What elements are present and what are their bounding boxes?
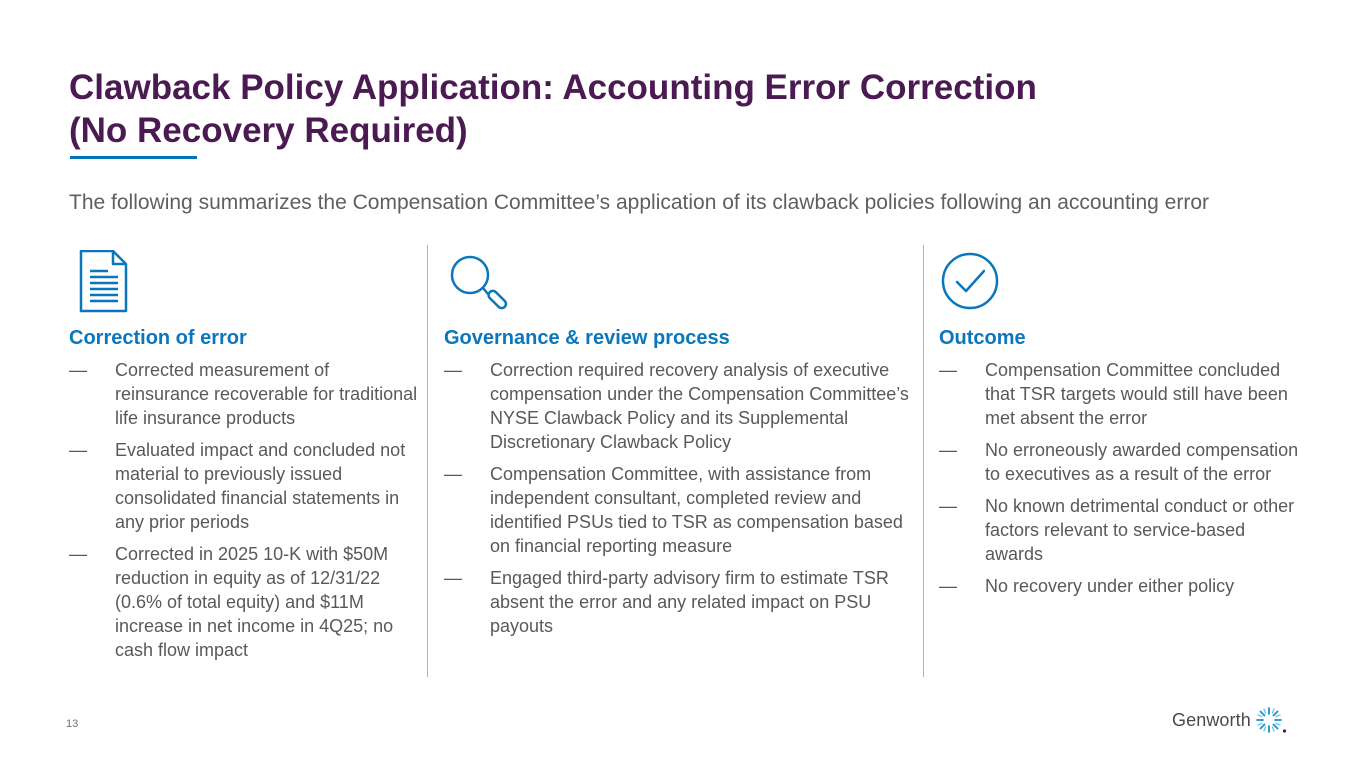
genworth-logo [1172, 705, 1287, 735]
column-divider-1 [427, 245, 428, 677]
list-item: — Corrected in 2025 10-K with $50M reduction in equity as of 12/31/22 (0.6% of total equity) and $11M increase in net income in 4Q25; no cash flow impact [69, 544, 394, 660]
bullet-list [444, 358, 919, 646]
document-icon [69, 250, 129, 314]
bullet-dash: — [69, 544, 87, 564]
column-heading: Outcome [939, 327, 1026, 349]
bullet-dash: — [444, 360, 462, 380]
column-heading: Correction of error [69, 327, 247, 349]
list-item: — No erroneously awarded compensation to executives as a result of the error [939, 440, 1299, 484]
bullet-dash: — [69, 440, 87, 460]
title-underline [70, 156, 197, 159]
bullet-list [69, 358, 419, 670]
bullet-dash: — [939, 440, 957, 460]
column-divider-2 [923, 245, 924, 677]
bullet-dash: — [444, 464, 462, 484]
column-heading: Governance & review process [444, 327, 730, 349]
bullet-dash: — [444, 568, 462, 588]
bullet-dash: — [939, 360, 957, 380]
checkmark-circle-icon [939, 250, 1001, 312]
list-item: — No known detrimental conduct or other factors relevant to service-based awards [939, 496, 1295, 564]
magnifier-icon [444, 250, 514, 316]
logo-text: Genworth [1172, 709, 1251, 730]
starburst-logo-icon [1255, 705, 1287, 735]
list-item: — Engaged third-party advisory firm to estimate TSR absent the error and any related impact on PSU payouts [444, 568, 889, 636]
bullet-list [939, 358, 1299, 606]
list-item: — Corrected measurement of reinsurance recoverable for traditional life insurance products [69, 360, 418, 428]
page-title-line-2: (No Recovery Required) [69, 111, 468, 150]
page-title-line-1: Clawback Policy Application: Accounting Error Correction [69, 68, 1037, 107]
list-item: — No recovery under either policy [939, 576, 1235, 596]
list-item: — Correction required recovery analysis of executive compensation under the Compensation Committee’s NYSE Clawback Policy and its Supplemental Discretionary Clawback Policy [444, 360, 909, 452]
page-number: 13 [66, 718, 79, 730]
bullet-dash: — [69, 360, 87, 380]
list-item: — Compensation Committee, with assistance from independent consultant, completed review and identified PSUs tied to TSR as compensation based on financial reporting measure [444, 464, 903, 556]
page-title [69, 66, 1269, 152]
bullet-dash: — [939, 496, 957, 516]
list-item: — Evaluated impact and concluded not material to previously issued consolidated financial statements in any prior periods [69, 440, 406, 532]
bullet-dash: — [939, 576, 957, 596]
list-item: — Compensation Committee concluded that TSR targets would still have been met absent the error [939, 360, 1288, 428]
subtitle: The following summarizes the Compensation Committee’s application of its clawback policies following an accounting error [69, 191, 1209, 214]
